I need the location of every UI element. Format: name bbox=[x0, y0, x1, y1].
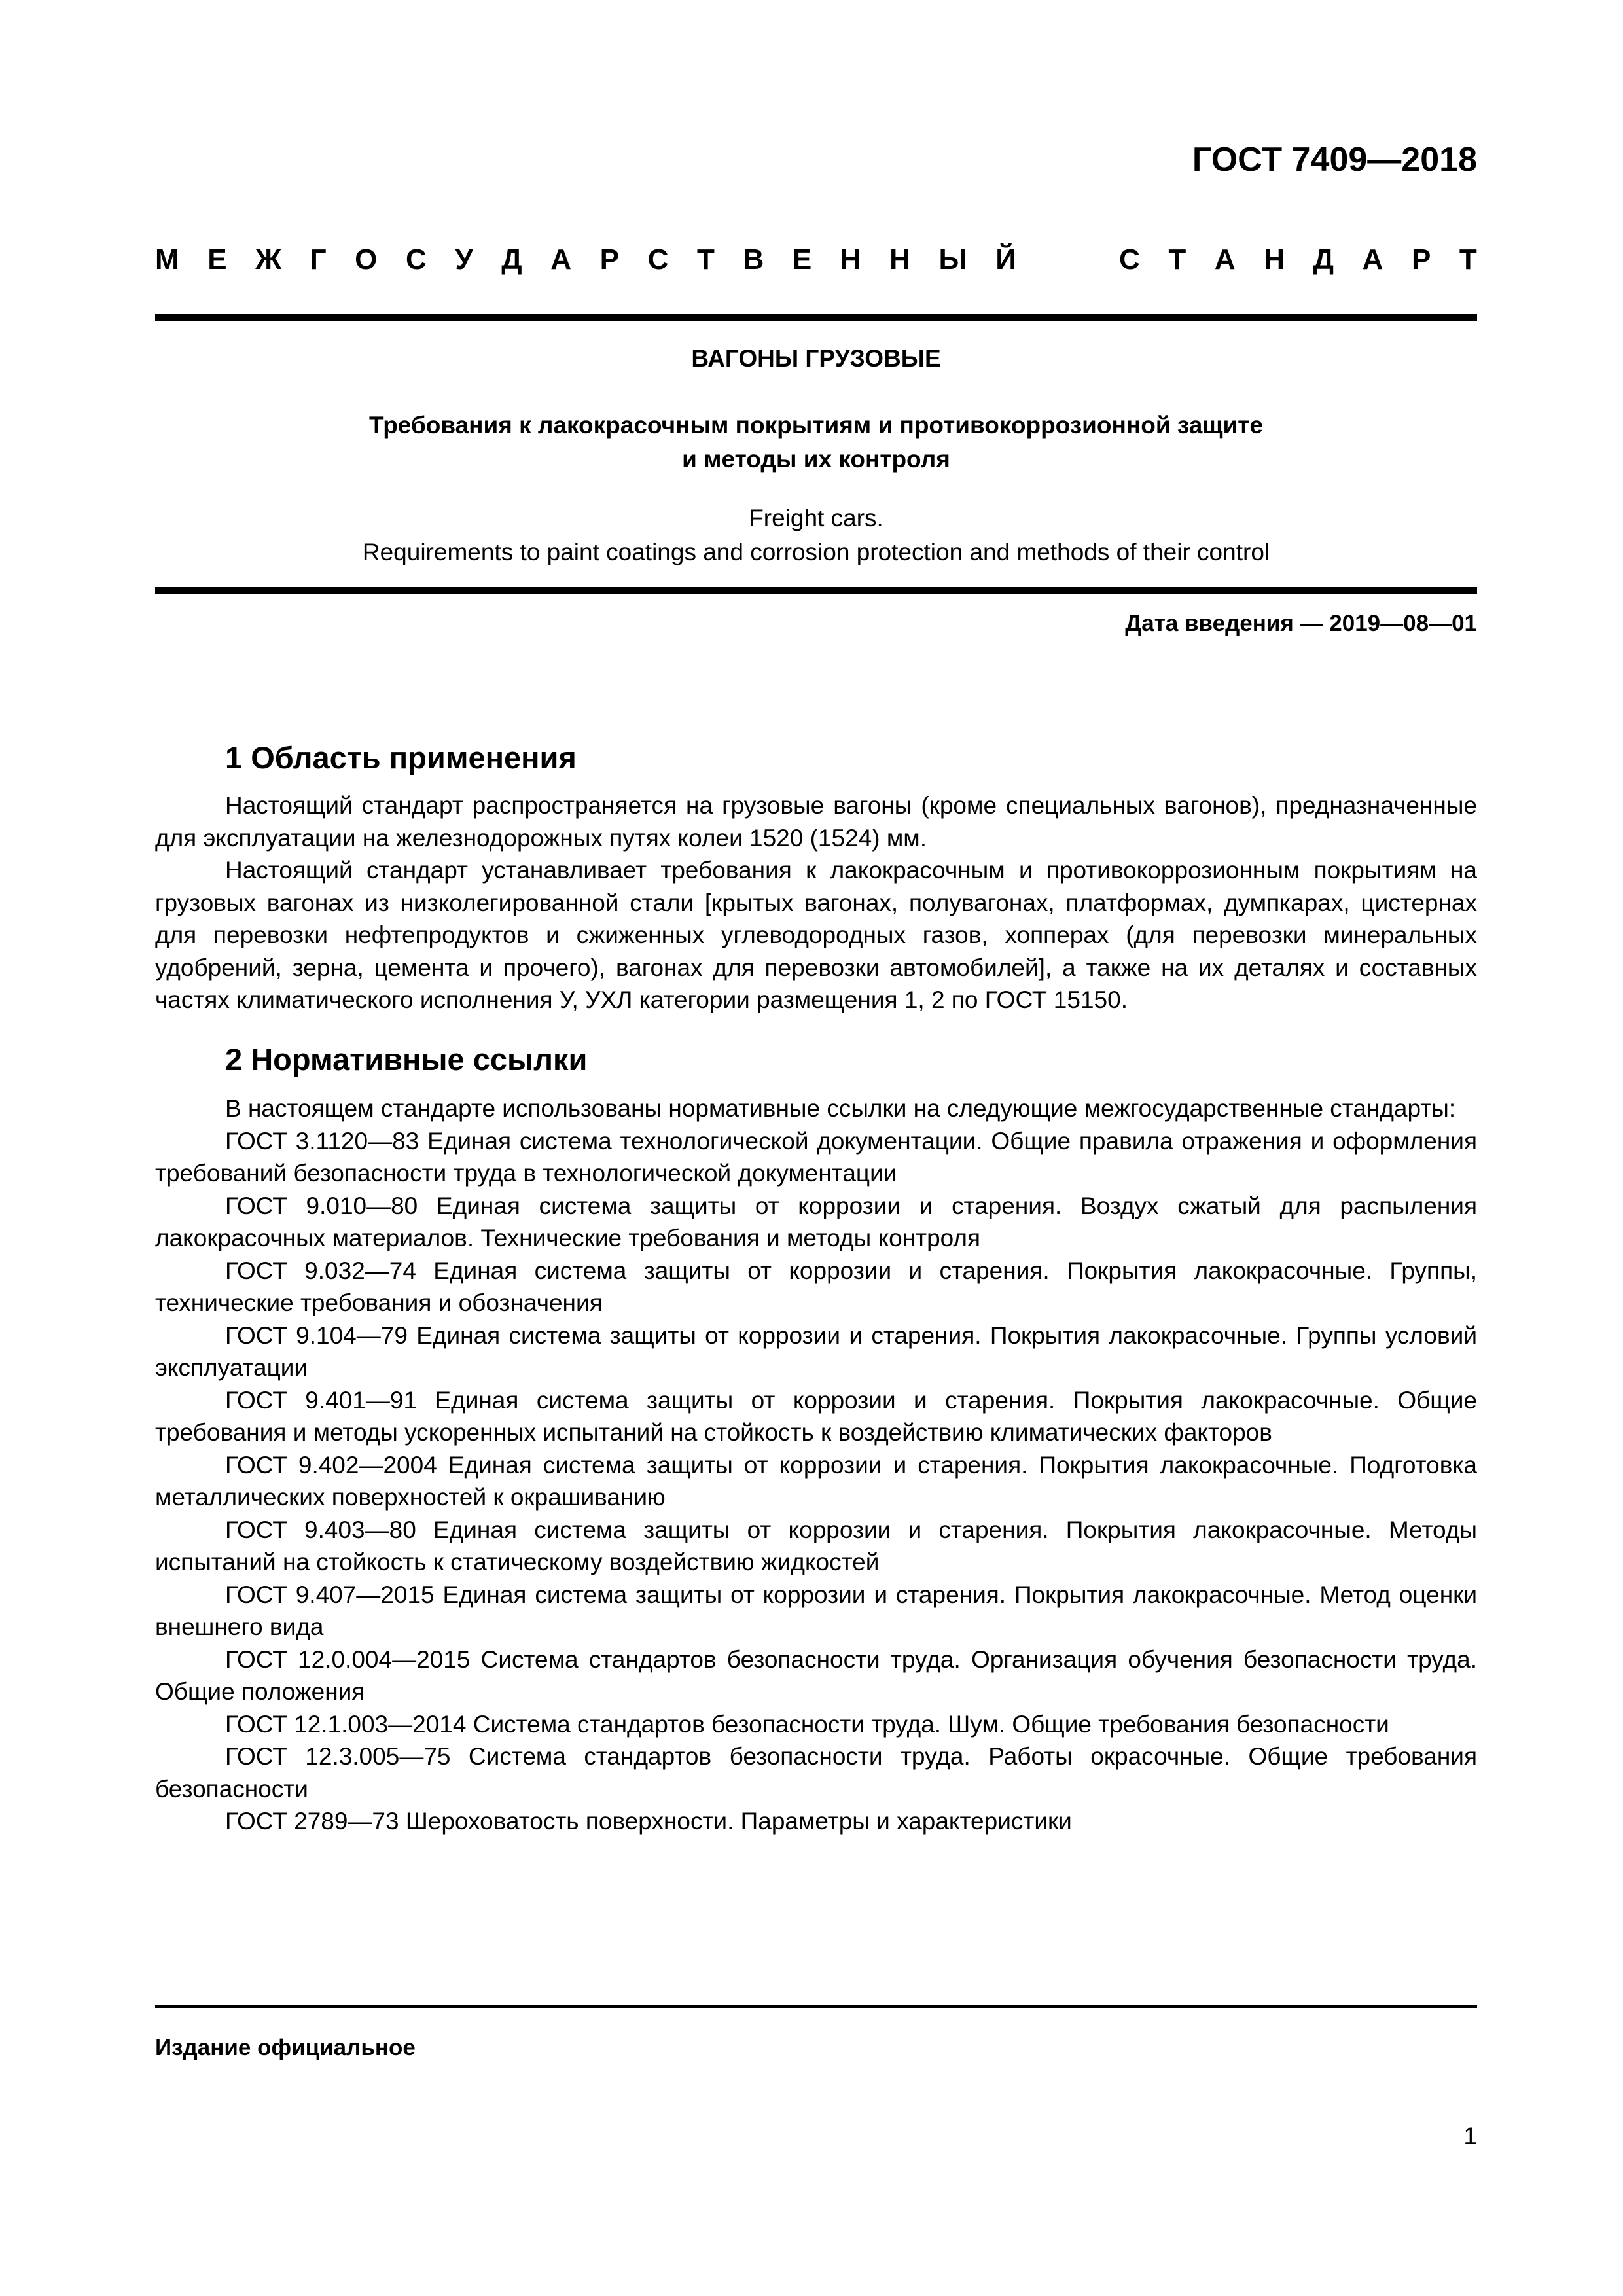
heading-letter: Е bbox=[207, 243, 227, 276]
heading-letter: М bbox=[155, 243, 179, 276]
heading-letter: Д bbox=[1313, 243, 1334, 276]
reference-item: ГОСТ 12.1.003—2014 Система стандартов безопасности труда. Шум. Общие требования безопасности bbox=[225, 1710, 1389, 1738]
interstate-standard-heading bbox=[155, 245, 1477, 274]
reference-item: ГОСТ 9.403—80 Единая система защиты от коррозии и старения. Покрытия лакокрасочные. Методы испытаний на стойкость к статическому воздействию жидкостей bbox=[155, 1516, 1477, 1576]
heading-letter: Д bbox=[501, 243, 522, 276]
heading-letter: С bbox=[647, 243, 669, 276]
heading-letter: Й bbox=[995, 243, 1016, 276]
reference-item: ГОСТ 9.401—91 Единая система защиты от коррозии и старения. Покрытия лакокрасочные. Общие требования и методы ускоренных испытаний на стойкость к воздействию климатических факторов bbox=[155, 1386, 1477, 1446]
heading-letter: Е bbox=[792, 243, 812, 276]
body-paragraph: Настоящий стандарт распространяется на грузовые вагоны (кроме специальных вагонов), предназначенные для эксплуатации на железнодорожных путях колеи 1520 (1524) мм. bbox=[155, 792, 1477, 852]
document-subtitle bbox=[155, 408, 1477, 476]
heading-letter: У bbox=[455, 243, 473, 276]
reference-item: ГОСТ 2789—73 Шероховатость поверхности. Параметры и характеристики bbox=[225, 1808, 1072, 1835]
reference-item: ГОСТ 9.402—2004 Единая система защиты от коррозии и старения. Покрытия лакокрасочные. Подготовка металлических поверхностей к окрашиванию bbox=[155, 1451, 1477, 1511]
reference-item: ГОСТ 9.032—74 Единая система защиты от коррозии и старения. Покрытия лакокрасочные. Группы, технические требования и обозначения bbox=[155, 1257, 1477, 1317]
body-paragraph: Настоящий стандарт устанавливает требования к лакокрасочным и противокоррозионным покрытиям на грузовых вагонах из низколегированной стали [крытых вагонах, полувагонах, платформах, думпкарах, цистернах для перевозки нефтепродуктов и сжиженных углеводородных газов, хопперах (для перевозки минеральных удобрений, зерна, цемента и прочего), вагонах для перевозки автомобилей], а также на их деталях и составных частях климатического исполнения У, УХЛ категории размещения 1, 2 по ГОСТ 15150. bbox=[155, 857, 1477, 1014]
page-number: 1 bbox=[1463, 2123, 1477, 2149]
section-title-normative-references: 2 Нормативные ссылки bbox=[225, 1041, 588, 1077]
heading-letter: Н bbox=[889, 243, 910, 276]
heading-letter: А bbox=[1214, 243, 1236, 276]
heading-letter: Р bbox=[1411, 243, 1431, 276]
official-edition-label: Издание официальное bbox=[155, 2035, 416, 2060]
heading-letter: Т bbox=[696, 243, 715, 276]
reference-item: ГОСТ 9.407—2015 Единая система защиты от коррозии и старения. Покрытия лакокрасочные. Метод оценки внешнего вида bbox=[155, 1581, 1477, 1641]
heading-letter: Н bbox=[1264, 243, 1285, 276]
header-divider-bottom bbox=[155, 587, 1477, 594]
heading-letter: А bbox=[550, 243, 572, 276]
english-title bbox=[155, 501, 1477, 569]
document-title: ВАГОНЫ ГРУЗОВЫЕ bbox=[691, 345, 941, 372]
heading-letter: В bbox=[743, 243, 764, 276]
subtitle-line: Требования к лакокрасочным покрытиям и противокоррозионной защите bbox=[369, 412, 1263, 439]
english-title-line: Requirements to paint coatings and corrosion protection and methods of their control bbox=[362, 539, 1270, 565]
heading-letter: Н bbox=[840, 243, 861, 276]
introduction-date: Дата введения — 2019—08—01 bbox=[1125, 611, 1477, 636]
word-gap bbox=[1044, 245, 1090, 274]
heading-letter: А bbox=[1362, 243, 1383, 276]
english-title-line: Freight cars. bbox=[749, 505, 883, 531]
heading-letter: Т bbox=[1459, 243, 1477, 276]
heading-letter: Р bbox=[599, 243, 619, 276]
header-divider-top bbox=[155, 314, 1477, 321]
section-title-scope: 1 Область применения bbox=[225, 740, 577, 775]
reference-item: ГОСТ 12.3.005—75 Система стандартов безопасности труда. Работы окрасочные. Общие требования безопасности bbox=[155, 1743, 1477, 1803]
heading-letter: Т bbox=[1168, 243, 1186, 276]
heading-letter: С bbox=[405, 243, 427, 276]
heading-letter: Ы bbox=[938, 243, 967, 276]
heading-letter: С bbox=[1119, 243, 1140, 276]
document-page bbox=[155, 0, 1477, 2296]
reference-item: ГОСТ 9.104—79 Единая система защиты от коррозии и старения. Покрытия лакокрасочные. Группы условий эксплуатации bbox=[155, 1321, 1477, 1382]
reference-item: ГОСТ 12.0.004—2015 Система стандартов безопасности труда. Организация обучения безопасности труда. Общие положения bbox=[155, 1645, 1477, 1706]
document-number: ГОСТ 7409—2018 bbox=[1192, 141, 1477, 179]
subtitle-line: и методы их контроля bbox=[682, 446, 950, 473]
document-body bbox=[155, 740, 1477, 1838]
heading-letter: О bbox=[355, 243, 378, 276]
body-paragraph: В настоящем стандарте использованы нормативные ссылки на следующие межгосударственные стандарты: bbox=[225, 1095, 1456, 1122]
reference-item: ГОСТ 9.010—80 Единая система защиты от коррозии и старения. Воздух сжатый для распыления лакокрасочных материалов. Технические требования и методы контроля bbox=[155, 1192, 1477, 1252]
heading-letter: Г bbox=[310, 243, 327, 276]
heading-letter: Ж bbox=[255, 243, 281, 276]
footer-divider bbox=[155, 2005, 1477, 2008]
reference-item: ГОСТ 3.1120—83 Единая система технологической документации. Общие правила отражения и оформления требований безопасности труда в технологической документации bbox=[155, 1127, 1477, 1187]
